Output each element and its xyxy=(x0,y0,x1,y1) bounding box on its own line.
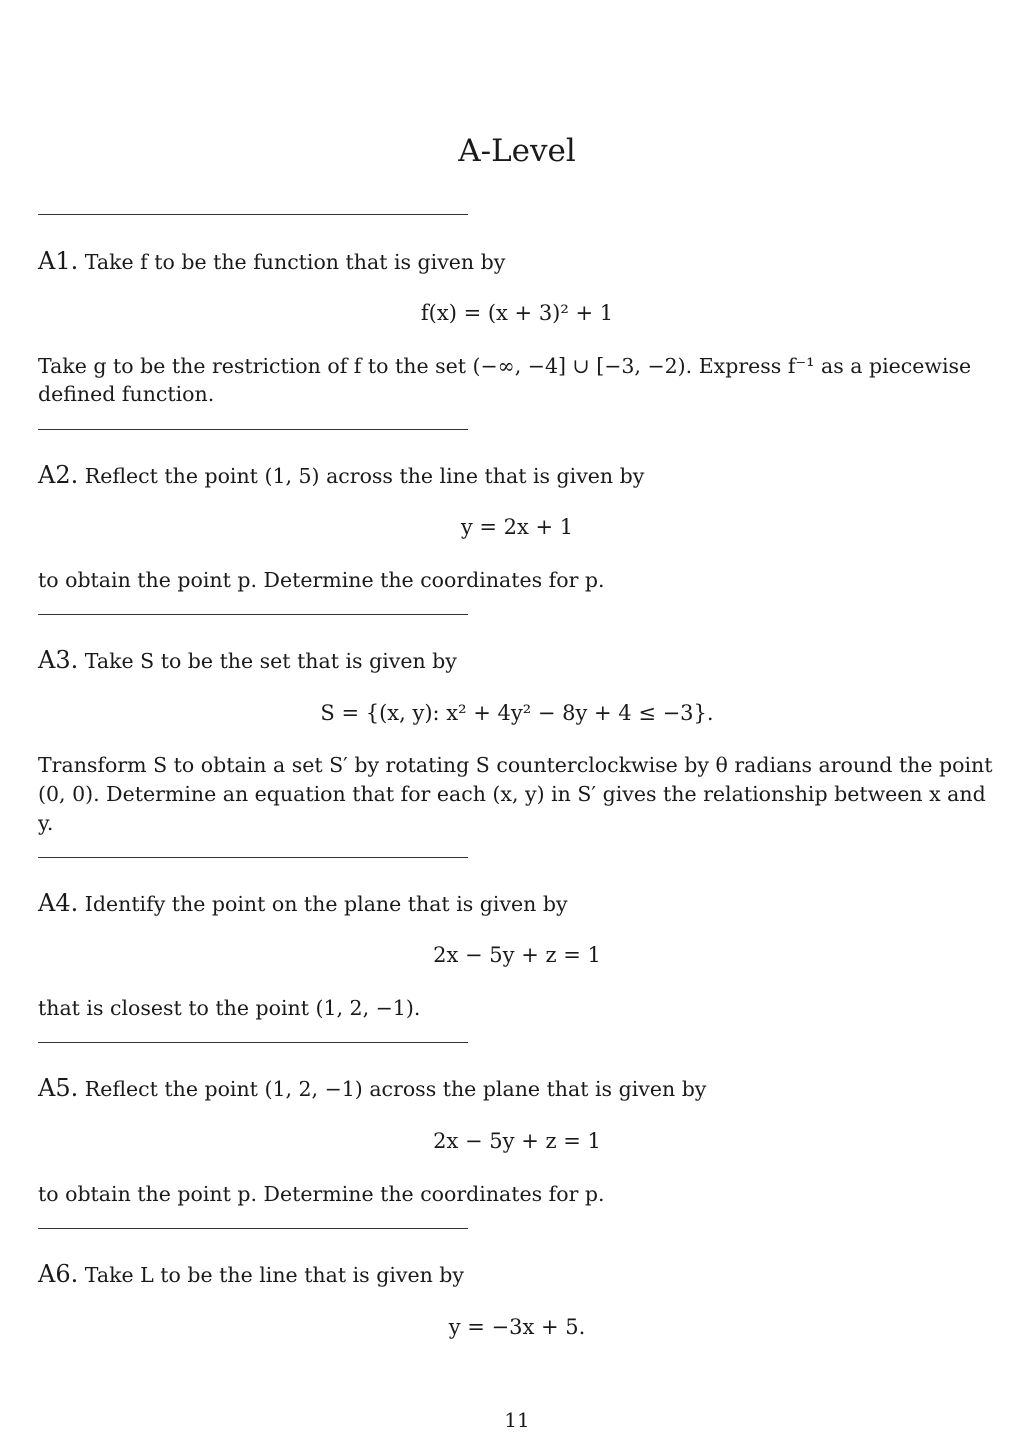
section-divider xyxy=(38,1228,468,1229)
problem-intro: Take L to be the line that is given by xyxy=(84,1263,465,1287)
problem-a5-equation xyxy=(0,1127,1034,1156)
display-equation: y = 2x + 1 xyxy=(460,515,574,539)
problem-a3-equation xyxy=(0,699,1034,728)
problem-a6-heading xyxy=(38,1260,968,1290)
problem-a3-heading xyxy=(38,646,968,676)
display-equation: y = −3x + 5. xyxy=(448,1315,586,1339)
problem-a2-equation xyxy=(0,513,1034,542)
problem-intro: Take S to be the set that is given by xyxy=(84,649,457,673)
problem-a2-heading xyxy=(38,461,968,491)
display-equation: S = {(x, y): x² + 4y² − 8y + 4 ≤ −3}. xyxy=(320,701,714,725)
problem-body-line: Take g to be the restriction of f to the set (−∞, −4] ∪ [−3, −2). Express f⁻¹ as a piecewise xyxy=(38,354,972,378)
problem-number: A2. xyxy=(38,461,79,489)
problem-body-line: y. xyxy=(38,811,54,835)
problem-body-line: to obtain the point p. Determine the coordinates for p. xyxy=(38,568,605,592)
problem-body-line: defined function. xyxy=(38,382,215,406)
problem-body-line: (0, 0). Determine an equation that for each (x, y) in S′ gives the relationship between x and xyxy=(38,782,986,806)
problem-number: A5. xyxy=(38,1074,79,1102)
problem-body-line: to obtain the point p. Determine the coordinates for p. xyxy=(38,1182,605,1206)
problem-a4-equation xyxy=(0,941,1034,970)
problem-intro: Reflect the point (1, 5) across the line that is given by xyxy=(84,464,645,488)
display-equation: f(x) = (x + 3)² + 1 xyxy=(420,301,614,325)
problem-number: A4. xyxy=(38,889,79,917)
section-divider xyxy=(38,429,468,430)
problem-a1-equation xyxy=(0,299,1034,328)
display-equation: 2x − 5y + z = 1 xyxy=(433,943,601,967)
problem-body-line: that is closest to the point (1, 2, −1). xyxy=(38,996,421,1020)
section-divider xyxy=(38,857,468,858)
display-equation: 2x − 5y + z = 1 xyxy=(433,1129,601,1153)
page-number: 11 xyxy=(504,1408,530,1432)
problem-intro: Reflect the point (1, 2, −1) across the plane that is given by xyxy=(84,1077,707,1101)
problem-a5-heading xyxy=(38,1074,968,1104)
problem-intro: Take f to be the function that is given by xyxy=(84,250,506,274)
page-title: A-Level xyxy=(458,133,576,169)
section-divider xyxy=(38,214,468,215)
problem-a4-heading xyxy=(38,889,968,919)
problem-number: A6. xyxy=(38,1260,79,1288)
problem-body-line: Transform S to obtain a set S′ by rotating S counterclockwise by θ radians around the point xyxy=(38,753,993,777)
section-divider xyxy=(38,1042,468,1043)
section-divider xyxy=(38,614,468,615)
problem-number: A3. xyxy=(38,646,79,674)
problem-number: A1. xyxy=(38,247,79,275)
problem-intro: Identify the point on the plane that is given by xyxy=(84,892,568,916)
problem-a1-heading xyxy=(38,247,968,277)
problem-a6-equation xyxy=(0,1313,1034,1342)
